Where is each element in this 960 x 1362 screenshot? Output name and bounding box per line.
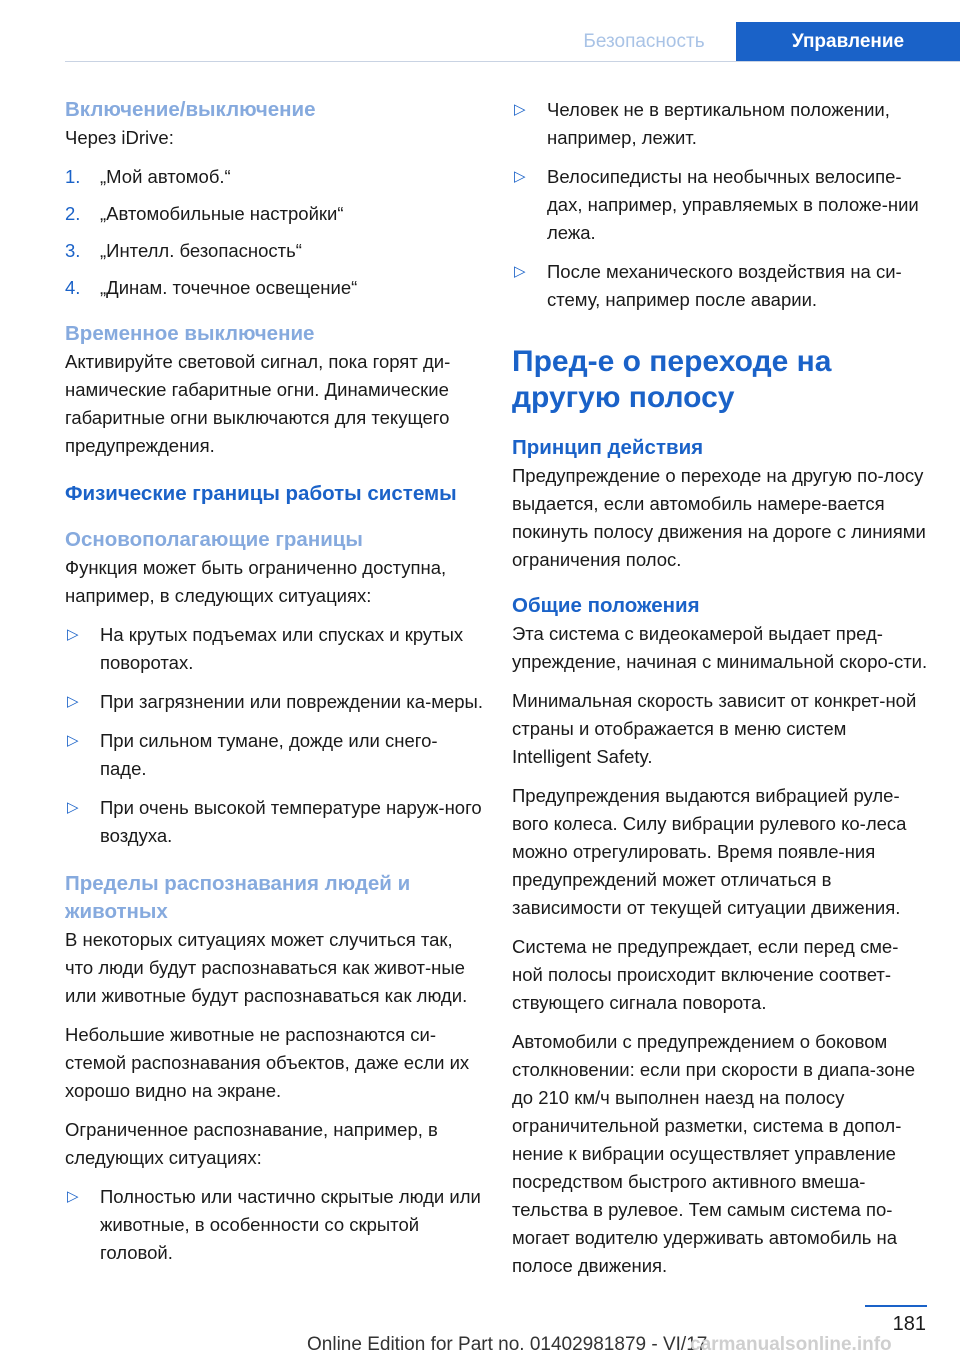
heading-on-off: Включение/выключение — [65, 98, 316, 121]
bullet-triangle-icon: ▷ — [514, 168, 526, 185]
page-header — [0, 0, 960, 62]
bullet-text: При очень высокой температуре наруж-ного воздуха. — [100, 797, 482, 846]
step-text: „Динам. точечное освещение“ — [100, 277, 358, 298]
bullet-text: Полностью или частично скрытые люди или животные, в особенности со скрытой головой. — [100, 1186, 481, 1263]
limitations-list — [65, 621, 483, 850]
page-number: 181 — [892, 1313, 926, 1335]
list-item — [65, 274, 483, 302]
tab-driving[interactable]: Управление — [736, 22, 960, 62]
recognition-limits-list-continued — [512, 96, 928, 314]
step-text: „Автомобильные настройки“ — [100, 203, 344, 224]
bullet-triangle-icon: ▷ — [67, 1188, 79, 1205]
list-item — [512, 96, 928, 152]
steps-list — [65, 163, 483, 302]
paragraph-side-collision: Автомобили с предупреждением о боковом столкновении: если при скорости в диапа-зоне до 210 км/ч выполнен наезд на полосу ограничительной разметки, система в допол-нение к вибрации осуществляет управление посредством быстрого активного вмеша-тельства в рулевое. Тем самым система по-могает водителю удерживать автомобиль на полосе движения. — [512, 1031, 915, 1276]
heading-recognition-limits: Пределы распознавания людей и животных — [65, 872, 411, 923]
edition-note: Online Edition for Part no. 01402981879 - VI/17 — [307, 1334, 708, 1355]
header-divider — [65, 61, 960, 62]
left-column — [65, 96, 483, 1278]
footer-divider — [865, 1305, 927, 1307]
list-item — [512, 258, 928, 314]
step-text: „Интелл. безопасность“ — [100, 240, 302, 261]
step-number: 1. — [65, 166, 81, 187]
paragraph-limited-recognition: Ограниченное распознавание, например, в следующих ситуациях: — [65, 1119, 438, 1168]
bullet-triangle-icon: ▷ — [67, 799, 79, 816]
bullet-text: Человек не в вертикальном положении, например, лежит. — [547, 99, 890, 148]
paragraph-minimum-speed: Минимальная скорость зависит от конкрет-ной страны и отображается в меню систем Intelligent Safety. — [512, 690, 917, 767]
bullet-triangle-icon: ▷ — [514, 263, 526, 280]
watermark: carmanualsonline.info — [690, 1334, 892, 1355]
paragraph-vibration: Предупреждения выдаются вибрацией руле-вого колеса. Силу вибрации рулевого ко-леса можно отрегулировать. Время появле-ния предупреждений может отличаться в зависимости от текущей ситуации движения. — [512, 785, 907, 918]
step-number: 3. — [65, 240, 81, 261]
right-column — [512, 96, 928, 1291]
heading-basic-limits: Основополагающие границы — [65, 528, 363, 551]
list-item — [512, 163, 928, 247]
heading-general: Общие положения — [512, 594, 700, 617]
bullet-text: На крутых подъемах или спусках и крутых поворотах. — [100, 624, 464, 673]
step-number: 2. — [65, 203, 81, 224]
list-item — [65, 727, 483, 783]
bullet-text: Велосипедисты на необычных велосипе-дах, например, управляемых в положе-нии лежа. — [547, 166, 919, 243]
bullet-triangle-icon: ▷ — [67, 626, 79, 643]
section-title-lane-departure: Пред-е о переходе на другую полосу — [512, 345, 832, 414]
recognition-limits-list — [65, 1183, 483, 1267]
list-item — [65, 163, 483, 191]
step-text: „Мой автомоб.“ — [100, 166, 231, 187]
paragraph-small-animals: Небольшие животные не распознаются си-стемой распознавания объектов, даже если их хорошо видно на экране. — [65, 1024, 470, 1101]
bullet-text: При загрязнении или повреждении ка-меры. — [100, 691, 483, 712]
heading-system-limits: Физические границы работы системы — [65, 482, 457, 505]
list-item — [65, 200, 483, 228]
list-item — [65, 794, 483, 850]
paragraph-misrecognition: В некоторых ситуациях может случиться так, что люди будут распознаваться как живот-ные или животные будут распознаваться как люди. — [65, 929, 468, 1006]
bullet-text: После механического воздействия на си-стему, например после аварии. — [547, 261, 902, 310]
step-number: 4. — [65, 277, 81, 298]
paragraph-temporary-off: Активируйте световой сигнал, пока горят ди-намические габаритные огни. Динамические габаритные огни выключаются для текущего предупреждения. — [65, 351, 451, 456]
bullet-text: При сильном тумане, дожде или снего-паде. — [100, 730, 438, 779]
heading-principle: Принцип действия — [512, 436, 704, 459]
paragraph-via-idrive: Через iDrive: — [65, 127, 174, 148]
list-item — [65, 237, 483, 265]
paragraph-limited-availability: Функция может быть ограниченно доступна, например, в следующих ситуациях: — [65, 557, 447, 606]
list-item — [65, 621, 483, 677]
heading-temporary-off: Временное выключение — [65, 322, 315, 345]
bullet-triangle-icon: ▷ — [67, 732, 79, 749]
bullet-triangle-icon: ▷ — [67, 693, 79, 710]
paragraph-turn-signal: Система не предупреждает, если перед сме-ной полосы происходит включение соответ-ствующего сигнала поворота. — [512, 936, 899, 1013]
paragraph-principle: Предупреждение о переходе на другую по-лосу выдается, если автомобиль намере-вается покинуть полосу движения на дороге с линиями ограничения полос. — [512, 465, 926, 570]
paragraph-camera-system: Эта система с видеокамерой выдает пред-упреждение, начиная с минимальной скоро-сти. — [512, 623, 928, 672]
bullet-triangle-icon: ▷ — [514, 101, 526, 118]
list-item — [65, 688, 483, 716]
list-item — [65, 1183, 483, 1267]
tab-safety[interactable]: Безопасность — [583, 31, 705, 52]
